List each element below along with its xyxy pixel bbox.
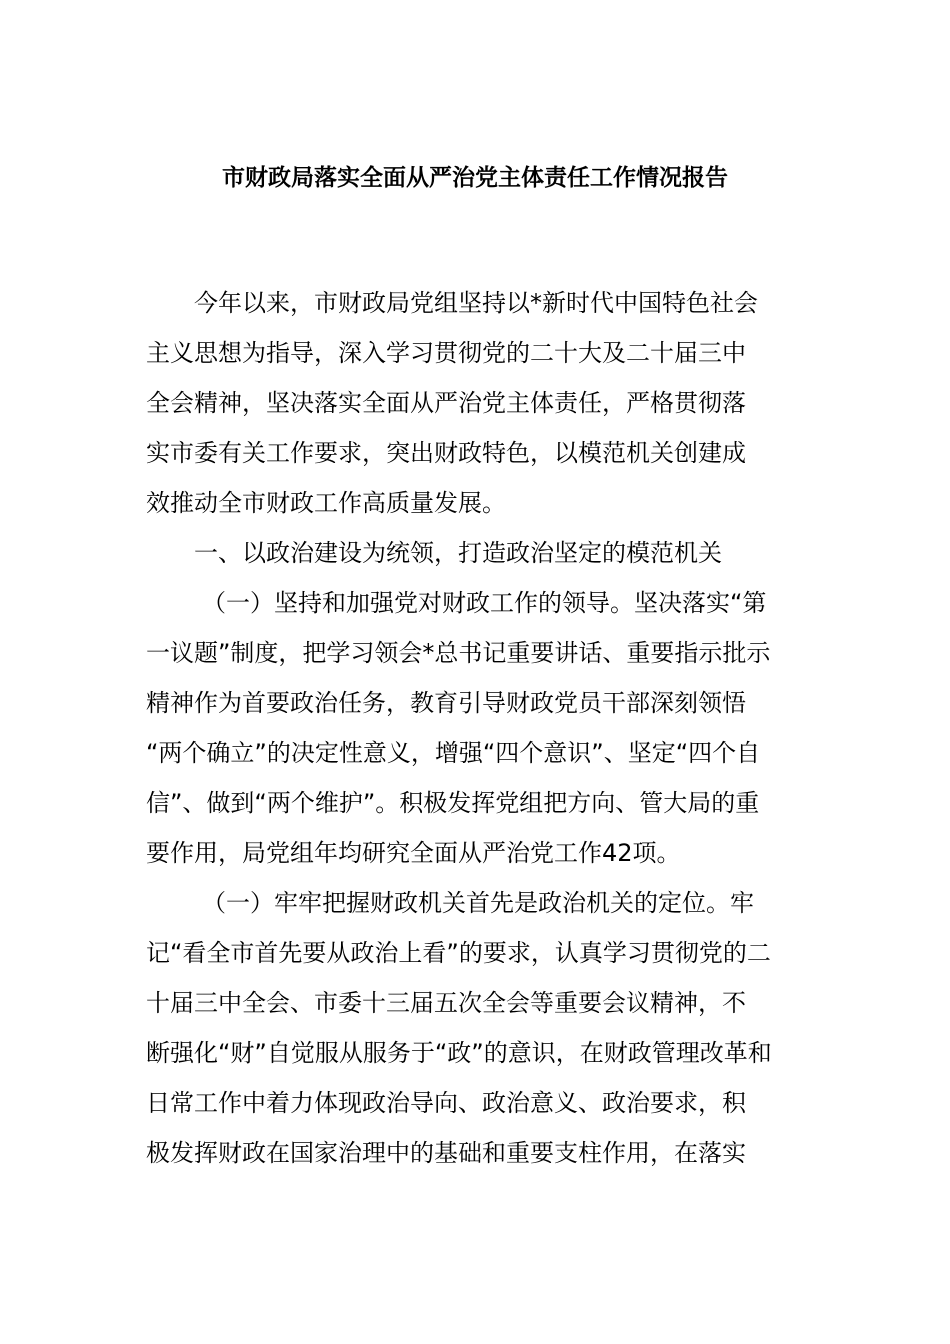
paragraph-line: （一）坚持和加强党对财政工作的领导。坚决落实“第 <box>202 589 767 617</box>
paragraph-line: 全会精神，坚决落实全面从严治党主体责任，严格贯彻落 <box>146 389 746 417</box>
paragraph-line: 极发挥财政在国家治理中的基础和重要支柱作用，在落实 <box>146 1139 746 1167</box>
paragraph-line: 效推动全市财政工作高质量发展。 <box>146 489 506 517</box>
paragraph-line: 一议题”制度，把学习领会*总书记重要讲话、重要指示批示 <box>146 639 771 667</box>
paragraph-line: 要作用，局党组年均研究全面从严治党工作42项。 <box>146 839 681 867</box>
paragraph-line: 精神作为首要政治任务，教育引导财政党员干部深刻领悟 <box>146 689 746 717</box>
paragraph-line: 断强化“财”自觉服从服务于“政”的意识，在财政管理改革和 <box>146 1039 772 1067</box>
paragraph-line: “两个确立”的决定性意义，增强“四个意识”、坚定“四个自 <box>146 739 761 767</box>
paragraph-line: （一）牢牢把握财政机关首先是政治机关的定位。牢 <box>202 889 754 917</box>
document-body <box>146 278 808 1178</box>
paragraph-line: 日常工作中着力体现政治导向、政治意义、政治要求，积 <box>146 1089 746 1117</box>
paragraph-line: 今年以来，市财政局党组坚持以*新时代中国特色社会 <box>194 289 758 317</box>
document-title: 市财政局落实全面从严治党主体责任工作情况报告 <box>222 165 728 191</box>
paragraph-line: 信”、做到“两个维护”。积极发挥党组把方向、管大局的重 <box>146 789 760 817</box>
section-heading: 一、以政治建设为统领，打造政治坚定的模范机关 <box>194 539 722 567</box>
paragraph-line: 十届三中全会、市委十三届五次全会等重要会议精神，不 <box>146 989 746 1017</box>
paragraph-line: 记“看全市首先要从政治上看”的要求，认真学习贯彻党的二 <box>146 939 771 967</box>
paragraph-line: 主义思想为指导，深入学习贯彻党的二十大及二十届三中 <box>146 339 746 367</box>
paragraph-line: 实市委有关工作要求，突出财政特色，以模范机关创建成 <box>146 439 746 467</box>
